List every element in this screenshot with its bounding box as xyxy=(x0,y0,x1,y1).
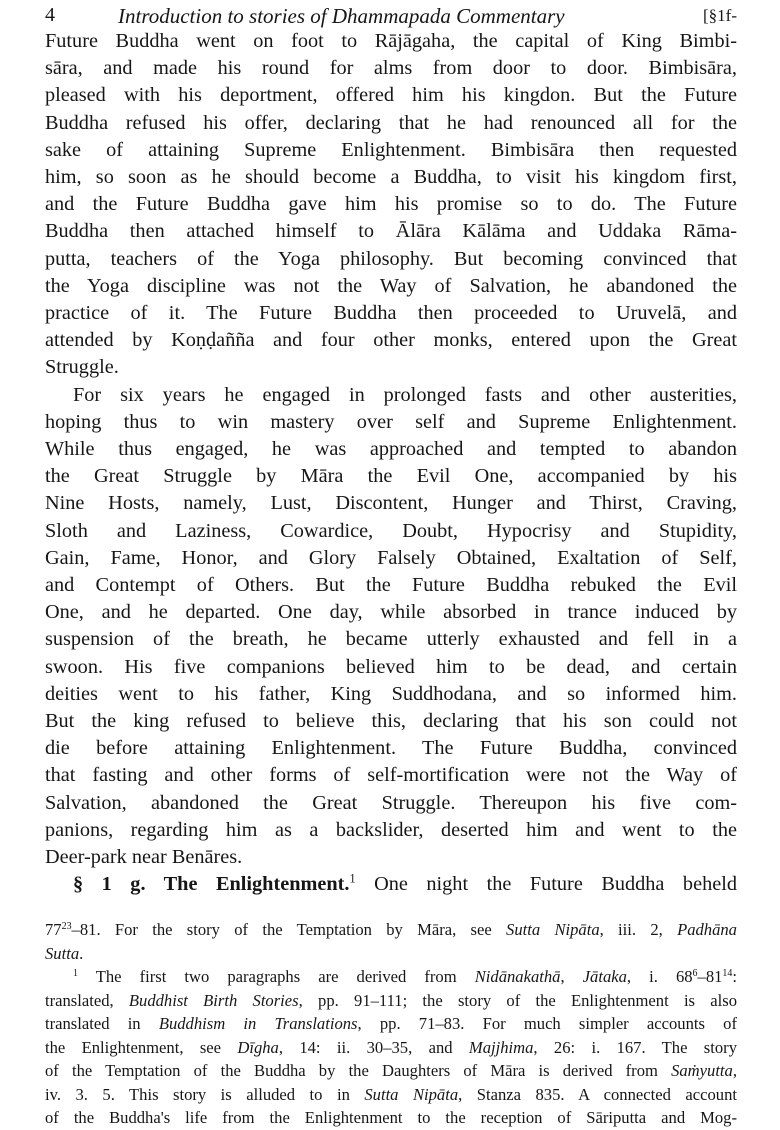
footnote-line xyxy=(45,989,737,1013)
text-run: One night the Future Buddha beheld xyxy=(355,873,737,896)
body-line xyxy=(45,599,737,626)
text-run: , pp. 91–111; the story of the Enlightenment is also xyxy=(298,990,737,1010)
text-run: Sloth and Laziness, Cowardice, Doubt, Hypocrisy and Stupidity, xyxy=(45,519,737,542)
body-line xyxy=(45,246,737,273)
text-run: pleased with his deportment, offered him his kingdon. But the Future xyxy=(45,84,737,107)
text-run: , xyxy=(732,1061,737,1080)
text-run: Buddha refused his offer, declaring that he had renounced all for the xyxy=(45,111,737,134)
footnote-line xyxy=(45,1106,737,1130)
text-run: iv. 3. 5. This story is alluded to in xyxy=(45,1084,365,1104)
text-run: –81. For the story of the Temptation by Māra, see xyxy=(71,920,507,939)
body-line xyxy=(45,191,737,218)
text-run: the Enlightenment, see xyxy=(45,1037,238,1057)
text-run: translated, xyxy=(45,990,129,1010)
section-reference: [§1f- xyxy=(703,6,737,25)
footnote-marker: 1 xyxy=(349,872,356,886)
page-number: 4 xyxy=(45,4,55,26)
body-line xyxy=(45,871,737,898)
body-line xyxy=(45,218,737,245)
text-run: : xyxy=(732,967,737,986)
footnotes xyxy=(45,918,737,1130)
text-run: putta, teachers of the Yoga philosophy. But becoming convinced that xyxy=(45,247,737,270)
text-run: translated in xyxy=(45,1014,159,1033)
body-paragraph xyxy=(45,28,737,382)
footnote-paragraph xyxy=(45,918,737,965)
body-line xyxy=(45,654,737,681)
text-run: die before attaining Enlightenment. The Future Buddha, convinced xyxy=(45,737,737,760)
body-line xyxy=(45,28,737,55)
body-line xyxy=(45,844,737,871)
body-line xyxy=(45,409,737,436)
text-run: Future Buddha went on foot to Rājāgaha, the capital of King Bimbi- xyxy=(45,30,737,52)
text-run: , xyxy=(560,967,583,986)
body-line xyxy=(45,817,737,844)
text-run: , 14: ii. 30–35, and xyxy=(278,1037,469,1057)
text-run: 77 xyxy=(45,920,62,939)
text-run: , iii. 2, xyxy=(599,920,678,939)
text-run: Dīgha xyxy=(237,1037,279,1057)
body-line xyxy=(45,681,737,708)
text-run: of the Temptation of the Buddha by the Daughters of Māra is derived from xyxy=(45,1061,672,1080)
body-line xyxy=(45,518,737,545)
text-run: –81 xyxy=(697,967,723,986)
body-line xyxy=(45,273,737,300)
text-run: sāra, and made his round for alms from door to door. Bimbisāra, xyxy=(45,57,737,80)
text-run: Struggle. xyxy=(45,356,119,379)
text-run: hoping thus to win mastery over self and Supreme Enlightenment. xyxy=(45,410,737,433)
text-run: Gain, Fame, Honor, and Glory Falsely Obtained, Exaltation of Self, xyxy=(45,546,737,569)
text-run: , pp. 71–83. For much simpler accounts of xyxy=(357,1014,737,1033)
text-run: deities went to his father, King Suddhodana, and so informed him. xyxy=(45,682,737,705)
text-run: While thus engaged, he was approached and tempted to abandon xyxy=(45,438,737,461)
footnote-line xyxy=(45,1059,737,1083)
text-run: , 26: i. 167. The story xyxy=(533,1037,737,1057)
text-run: , i. 68 xyxy=(626,967,693,986)
text-run: the Yoga discipline was not the Way of Salvation, he abandoned the xyxy=(45,274,737,297)
text-run: Buddhist Birth Stories xyxy=(128,990,299,1010)
footnote-line xyxy=(45,965,737,989)
text-run: him, so soon as he should become a Buddha, to visit his kingdom first, xyxy=(45,166,737,189)
text-run: Majjhima xyxy=(468,1037,534,1057)
text-run: . xyxy=(79,943,84,963)
body-line xyxy=(45,137,737,164)
text-run: Nidānakathā xyxy=(474,967,561,986)
text-run: Sutta xyxy=(45,943,80,963)
text-run: sake of attaining Supreme Enlightenment. Bimbisāra then requested xyxy=(45,138,737,161)
text-run: Saṁyutta xyxy=(671,1061,733,1080)
text-run: and the Future Buddha gave him his promise so to do. The Future xyxy=(45,193,737,216)
text-run: and Contempt of Others. But the Future Buddha rebuked the Evil xyxy=(45,574,737,597)
body-line xyxy=(45,436,737,463)
body-line xyxy=(45,55,737,82)
text-run: Salvation, abandoned the Great Struggle. Thereupon his five com- xyxy=(45,791,737,814)
text-run: Deer-park near Benāres. xyxy=(45,846,243,869)
text-run: Jātaka xyxy=(582,967,627,986)
text-run: Buddha then attached himself to Ālāra Kālāma and Uddaka Rāma- xyxy=(45,220,737,243)
text-run: of the Buddha's life from the Enlightenment to the reception of Sāriputta and Mog- xyxy=(45,1108,737,1127)
body-line xyxy=(45,572,737,599)
footnote-marker: 1 xyxy=(73,968,78,980)
text-run: panions, regarding him as a backslider, deserted him and went to the xyxy=(45,818,737,841)
body-line xyxy=(45,762,737,789)
body-line xyxy=(45,463,737,490)
body-line xyxy=(45,790,737,817)
body-line xyxy=(45,545,737,572)
body-line xyxy=(45,626,737,653)
text-run: Nine Hosts, namely, Lust, Discontent, Hunger and Thirst, Craving, xyxy=(45,492,737,515)
text-run: Sutta Nipāta xyxy=(506,920,600,939)
body-line xyxy=(45,327,737,354)
text-run: One, and he departed. One day, while absorbed in trance induced by xyxy=(45,601,737,624)
footnote-line xyxy=(45,1083,737,1107)
footnote-line xyxy=(45,1036,737,1060)
body-line xyxy=(45,708,737,735)
text-run: The first two paragraphs are derived from xyxy=(77,967,475,986)
footnote-line xyxy=(45,918,737,942)
text-run: For six years he engaged in prolonged fasts and other austerities, xyxy=(73,383,737,406)
body-line xyxy=(45,354,737,381)
text-run: the Great Struggle by Māra the Evil One, accompanied by his xyxy=(45,465,737,488)
text-run: suspension of the breath, he became utterly exhausted and fell in a xyxy=(45,628,737,651)
body-paragraph xyxy=(45,382,737,872)
body-line xyxy=(45,300,737,327)
text-run: , Stanza 835. A connected account xyxy=(458,1084,737,1104)
body-paragraph xyxy=(45,871,737,898)
footnote-paragraph xyxy=(45,965,737,1130)
text-run: Padhāna xyxy=(677,920,737,939)
body-line xyxy=(45,735,737,762)
section-heading: § 1 g. The Enlightenment. xyxy=(73,873,350,896)
footnote-marker: 14 xyxy=(722,968,733,980)
text-run: swoon. His five companions believed him to be dead, and certain xyxy=(45,655,737,678)
footnote-line xyxy=(45,942,737,966)
body-line xyxy=(45,490,737,517)
running-title: Introduction to stories of Dhammapada Commentary xyxy=(118,4,565,28)
text-run: Buddhism in Translations xyxy=(158,1014,358,1033)
text-run: that fasting and other forms of self-mortification were not the Way of xyxy=(45,764,737,787)
body-line xyxy=(45,382,737,409)
footnote-line xyxy=(45,1012,737,1036)
body-line xyxy=(45,82,737,109)
text-run: attended by Koṇḍañña and four other monks, entered upon the Great xyxy=(45,329,737,352)
main-text xyxy=(45,28,737,899)
text-run: Sutta Nipāta xyxy=(364,1084,459,1104)
body-line xyxy=(45,164,737,191)
text-run: But the king refused to believe this, declaring that his son could not xyxy=(45,710,737,733)
text-run: practice of it. The Future Buddha then proceeded to Uruvelā, and xyxy=(45,302,737,325)
body-line xyxy=(45,110,737,137)
footnote-marker: 23 xyxy=(61,921,72,933)
footnote-marker: 6 xyxy=(692,968,698,980)
